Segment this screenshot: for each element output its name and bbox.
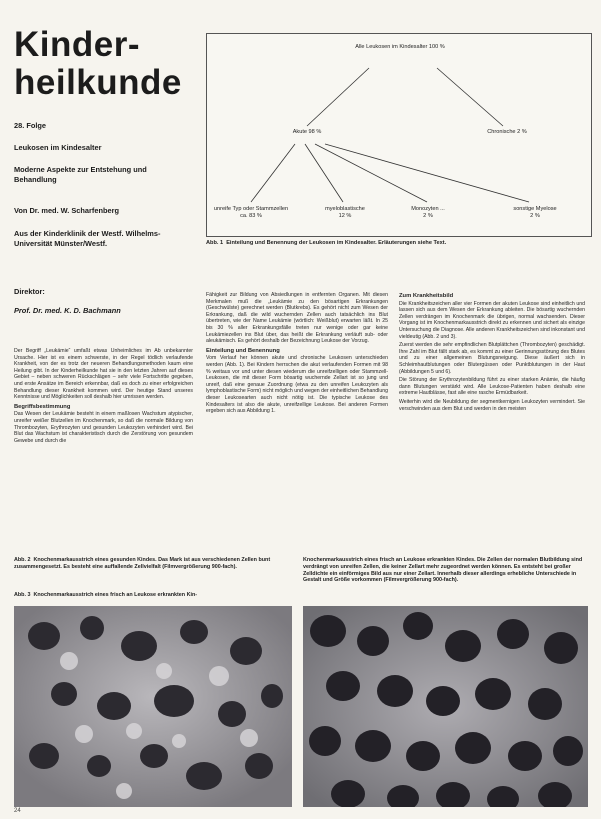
col2-heading: Einteilung und Benennung — [206, 347, 280, 354]
line-left-leaf3 — [315, 144, 427, 202]
text-column-2 — [206, 292, 388, 417]
diagram-acute: Akute 98 % — [292, 129, 322, 135]
col2-paragraph-1: Fähigkeit zur Bildung von Absiedlungen in entfernten Organen. Mit diesen Merkmalen muß die „Leukämie zu den bösartigen Erkrankungen (Geschwülste) gerechnet werden (Blutkrebs). Es gehört nicht zum Wesen der Erkrankung, daß die wild wuchernden Zellen auch tatsächlich ins Blut übertreten, wie der Name Leukämie (wörtlich: Weißblut) erwarten läßt. In 25 bis 30 % aller Erkrankungsfälle treten nur wenige oder gar keine Leukämiezellen ins Blut über, das heißt die Erkrankung verläuft sub- oder aleukämisch. Es gehört deshalb der Bezeichnung Leukose der Vorzug. — [206, 292, 388, 345]
line-left-leaf4 — [325, 144, 529, 202]
micrograph-healthy-image — [14, 606, 292, 807]
diagram-chronic: Chronische 2 % — [487, 129, 527, 135]
text-column-1 — [14, 348, 193, 446]
director-text: Prof. Dr. med. K. D. Bachmann — [14, 306, 121, 315]
institution-line: Aus der Kinderklinik der Westf. Wilhelms-Universität Münster/Westf. — [14, 229, 161, 248]
col3-paragraph-3: Die Störung der Erythrozytenbildung führt zu einer starken Anämie, die häufig dann Blutungen verstärkt wird. Alle Leukose-Patienten haben deshalb eine extreme Hautblässe, fast alle eine rasche Ermüdbarkeit. — [399, 377, 585, 397]
page-title — [14, 26, 204, 102]
line-left-leaf1 — [251, 144, 295, 202]
micrograph-leukosis-image — [303, 606, 588, 807]
col1-paragraph-2: Das Wesen der Leukämie besteht in einem maßlosen Wachstum atypischer, unreifer weißer Blutzellen im Knochenmark, so daß die normale Bildung von Thrombozyten, Erythrozyten und gesunden Leukozyten verhindert wird. Bei Blut das Wachstum ist charakteristisch durch die Zerstörung von gesundem Gewebe und durch die — [14, 411, 193, 444]
diagram-leaf-1: unreife Typ oder Stammzellen ca. 83 % — [213, 206, 289, 219]
col3-paragraph-1: Die Krankheitszeichen aller vier Formen der akuten Leukose sind einheitlich und lassen sich aus dem Wesen der Erkrankung ableiten. Die bösartig wuchernden Zellen verdrängen im Knochenmark die übrigen, normal wachsenden. Dieser Vorgang ist im Knochenmarkausstrich direkt zu erkennen und sichert als einzige Untersuchung die Diagnose. Alle anderen Krankheitszeichen sind inkonstant und vieldeutig (Abb. 2 und 3). — [399, 300, 585, 340]
diagram-leaf-3: Monozyten ... 2 % — [411, 206, 445, 219]
figure-1-caption: Abb. 1 Einteilung und Benennung der Leukosen im Kindesalter. Erläuterungen siehe Text. — [206, 240, 447, 246]
diagram-leaf-2: myeloblastische 12 % — [325, 206, 365, 219]
line-left-leaf2 — [305, 144, 343, 202]
diagram-leaf-4: sonstige Myelose 2 % — [513, 206, 557, 219]
col2-paragraph-2: Vom Verlauf her können akute und chronische Leukosen unterschieden werden (Abb. 1). Bei Kindern herrschen die akut verlaufenden Formen mit 98 % weitaus vor und unter diesen wiederum die unreifzelligen oder Stammzell-Leukosen, die mit dieser Form bösartig wuchernde Zellart ist so jung und unreif, daß eine genaue Zuordnung (etwa zu den unreifen Leukozyten als lymphoblastische Form) nicht möglich und wegen der einheitlichen Behandlung dieser Leukosearten auch nicht nötig ist. Die typische Leukose des Kindesalters ist also die akute, unreifzellige Leukose. Bei anderen Formen ergeben sich aus Abbildung 1. — [206, 355, 388, 415]
line-root-left — [307, 68, 369, 126]
figure-2-caption: Abb. 2 Knochenmarkausstrich eines gesunden Kindes. Das Mark ist aus verschiedenen Zellen bunt zusammengesetzt. Es besteht eine auffallende Zellvielfalt (Filmvergrößerung 900-fach). — [14, 557, 271, 570]
micrograph-leukosis-marrow — [303, 606, 588, 807]
text-column-3 — [399, 290, 585, 414]
micrograph-healthy-marrow — [14, 606, 292, 807]
diagram-root: Alle Leukosen im Kindesalter 100 % — [355, 44, 445, 50]
col3-paragraph-4: Weiterhin wird die Neubildung der segmentkernigen Leukozyten vermindert. Sie verschwinden aus dem Blut und werden in den meisten — [399, 398, 585, 412]
line-root-right — [437, 68, 503, 126]
title-line-2: heilkunde — [14, 63, 182, 102]
title-line-1: Kinder- — [14, 25, 140, 64]
director-label: Direktor: — [14, 287, 45, 296]
figure-3-caption: Knochenmarkausstrich eines frisch an Leukose erkrankten Kindes. Die Zellen der normalen Blutbildung sind verdrängt von unreifen Zellen, die keiner Zellart mehr zugeordnet werden können. Es entsteht bei großer Zelldichte ein einförmiges Bild aus nur einer Zellart. Innerhalb dieser allerdings erhebliche Unterschiede in Gestalt und Größe vorkommen (Filmvergrößerung 900-fach). — [303, 557, 583, 584]
series-label: 28. Folge — [14, 121, 47, 130]
col1-heading: Begriffsbestimmung — [14, 403, 71, 410]
col3-paragraph-2: Zuerst werden die sehr empfindlichen Blutplättchen (Thrombozyten) geschädigt. Ihre Zahl im Blut fällt stark ab, es kommt zu einer Gerinnungsstörung des Blutes und zu einer allgemeinen Blutungsneigung. Diese äußert sich in Schleimhautblutungen oder Blutergüssen oder Punktblutungen in der Haut (Abbildungen 5 und 6). — [399, 342, 585, 375]
col3-heading: Zum Krankheitsbild — [399, 293, 454, 299]
author-line: Von Dr. med. W. Scharfenberg — [14, 206, 119, 215]
article-topic: Leukosen im Kindesalter — [14, 143, 102, 152]
director-name — [14, 306, 194, 316]
leukosis-classification-diagram — [206, 33, 592, 237]
page-number: 24 — [14, 808, 21, 814]
article-subtitle: Moderne Aspekte zur Entstehung und Behandlung — [14, 165, 147, 184]
figure-3-caption-start: Abb. 3 Knochenmarkausstrich eines frisch an Leukose erkrankten Kin- — [14, 592, 198, 598]
col1-paragraph-1: Der Begriff „Leukämie“ umfaßt etwas Unheimliches im Ab unbekannter Ursache. Hier ist es einem schwerste, in der Regel tödlich verlaufende Krankheit, von der es trotz der neueren Behandlungsmethoden kaum eine Heilung gibt. In der Kinderheilkunde hat sie in den letzten Jahren auf dieses Gebiet – neben schweren Rückschlägen – sehr viele Fortschritte gegeben, und erste Ansätze im Bereich erkennbar, daß es doch zu einer erfolgreichen Behandlung dieser Krankheit kommen wird. Der heutige Stand unseres Kenntnisse und Möglichkeiten soll deshalb hier umrissen werden. — [14, 348, 193, 401]
